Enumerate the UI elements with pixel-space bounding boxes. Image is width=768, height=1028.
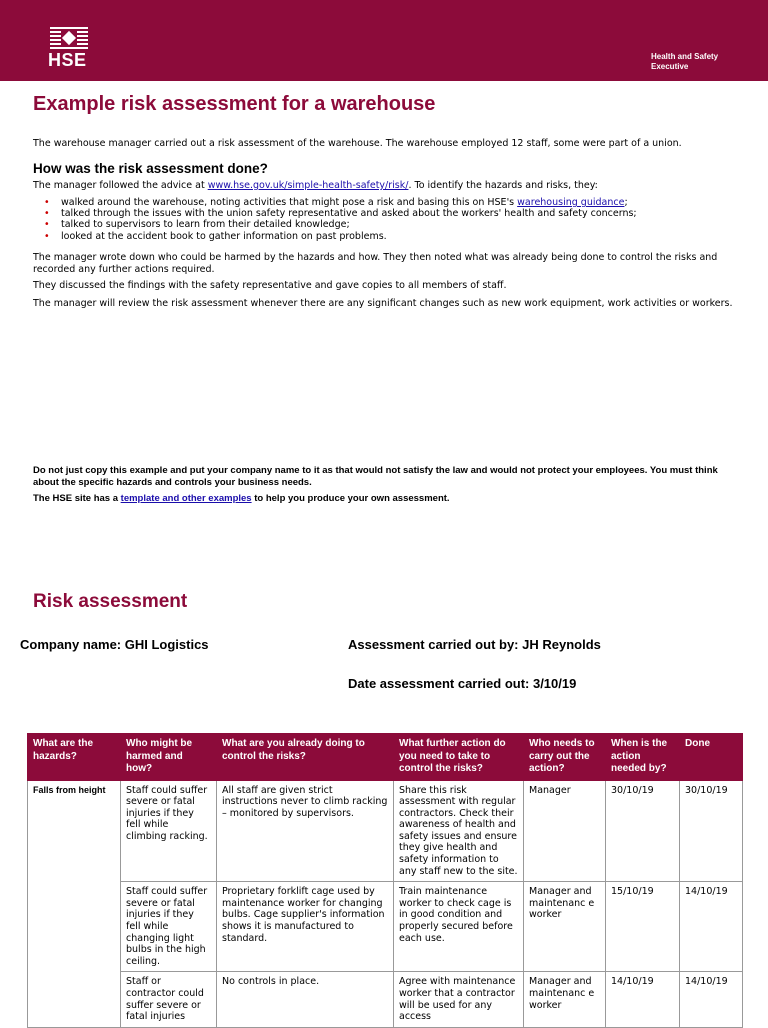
controls-cell: Proprietary forklift cage used by maintenance worker for changing bulbs. Cage supplier's information shows it is manufactured to standard. xyxy=(217,882,394,972)
company-name: Company name: GHI Logistics xyxy=(20,637,209,652)
deadline-cell: 14/10/19 xyxy=(606,972,680,1027)
table-row xyxy=(28,780,743,882)
header-deadline: When is the action needed by? xyxy=(606,734,680,781)
advice-text-before: The manager followed the advice at xyxy=(33,180,208,191)
responsible-cell: Manager and maintenanc e worker xyxy=(524,882,606,972)
organisation-name-line1: Health and Safety xyxy=(651,52,719,61)
hse-logo[interactable] xyxy=(48,27,92,71)
how-heading: How was the risk assessment done? xyxy=(33,161,268,176)
header-further-action: What further action do you need to take to control the risks? xyxy=(394,734,524,781)
done-cell: 30/10/19 xyxy=(680,780,743,882)
wrote-down-paragraph: The manager wrote down who could be harmed by the hazards and how. They then noted what was already being done to control the risks and recorded any further actions required. xyxy=(33,252,718,275)
discussed-paragraph: They discussed the findings with the safety representative and gave copies to all members of staff. xyxy=(33,280,507,291)
hse-logo-emblem-icon xyxy=(61,30,77,46)
deadline-cell: 30/10/19 xyxy=(606,780,680,882)
warehousing-guidance-link[interactable]: warehousing guidance xyxy=(517,197,625,208)
bullet-supervisors: • talked to supervisors to learn from their detailed knowledge; xyxy=(44,219,637,230)
review-paragraph: The manager will review the risk assessment whenever there are any significant changes such as new work equipment, work activities or workers. xyxy=(33,298,733,309)
hse-header-banner xyxy=(0,0,768,81)
done-cell: 14/10/19 xyxy=(680,882,743,972)
intro-paragraph: The warehouse manager carried out a risk assessment of the warehouse. The warehouse employed 12 staff, some were part of a union. xyxy=(33,138,682,149)
template-note-before: The HSE site has a xyxy=(33,493,121,504)
table-header-row xyxy=(28,734,743,781)
who-cell: Staff could suffer severe or fatal injuries if they fell while climbing racking. xyxy=(121,780,217,882)
table-row xyxy=(28,882,743,972)
bullet-walkaround-text: walked around the warehouse, noting activities that might pose a risk and basing this on HSE's xyxy=(61,197,518,208)
risk-assessment-table xyxy=(27,733,743,1028)
template-examples-link[interactable]: template and other examples xyxy=(120,493,252,504)
template-note-after: to help you produce your own assessment. xyxy=(251,493,450,504)
controls-cell: No controls in place. xyxy=(217,972,394,1027)
assessment-date: Date assessment carried out: 3/10/19 xyxy=(348,676,577,691)
who-cell: Staff or contractor could suffer severe or fatal injuries xyxy=(121,972,217,1027)
header-current-controls: What are you already doing to control the risks? xyxy=(217,734,394,781)
further-action-cell: Train maintenance worker to check cage is in good condition and properly secured before each use. xyxy=(394,882,524,972)
hazard-cell: Falls from height xyxy=(28,780,121,1027)
risk-assessment-heading: Risk assessment xyxy=(33,591,188,612)
header-who-harmed: Who might be harmed and how? xyxy=(121,734,217,781)
template-note xyxy=(33,493,743,505)
table-row xyxy=(28,972,743,1027)
risk-guidance-link[interactable]: www.hse.gov.uk/simple-health-safety/risk/ xyxy=(207,180,409,191)
responsible-cell: Manager and maintenanc e worker xyxy=(524,972,606,1027)
responsible-cell: Manager xyxy=(524,780,606,882)
deadline-cell: 15/10/19 xyxy=(606,882,680,972)
header-responsible: Who needs to carry out the action? xyxy=(524,734,606,781)
bullet-walkaround xyxy=(44,197,637,208)
done-cell: 14/10/19 xyxy=(680,972,743,1027)
advice-paragraph xyxy=(33,180,743,192)
bullet-accident-book: • looked at the accident book to gather information on past problems. xyxy=(44,231,637,242)
further-action-cell: Agree with maintenance worker that a contractor will be used for any access xyxy=(394,972,524,1027)
controls-cell: All staff are given strict instructions never to climb racking – monitored by supervisors. xyxy=(217,780,394,882)
header-hazards: What are the hazards? xyxy=(28,734,121,781)
bullet-union-rep: • talked through the issues with the union safety representative and asked about the workers' health and safety concerns; xyxy=(44,208,637,219)
organisation-name xyxy=(651,52,751,72)
organisation-name-line2: Executive xyxy=(651,62,689,71)
header-done: Done xyxy=(680,734,743,781)
bullet-walkaround-end: ; xyxy=(624,197,628,208)
warning-note: Do not just copy this example and put your company name to it as that would not satisfy the law and would not protect your employees. You must think about the specific hazards and controls your business needs. xyxy=(33,465,718,488)
advice-text-after: . To identify the hazards and risks, they: xyxy=(408,180,598,191)
hse-logo-text: HSE xyxy=(48,50,87,70)
method-bullet-list xyxy=(44,197,637,242)
further-action-cell: Share this risk assessment with regular contractors. Check their awareness of health and safety issues and ensure they give health and safety information to any staff new to the site. xyxy=(394,780,524,882)
who-cell: Staff could suffer severe or fatal injuries if they fell while changing light bulbs in the high ceiling. xyxy=(121,882,217,972)
page-title: Example risk assessment for a warehouse xyxy=(33,93,436,115)
assessment-carried-out-by: Assessment carried out by: JH Reynolds xyxy=(348,637,601,652)
